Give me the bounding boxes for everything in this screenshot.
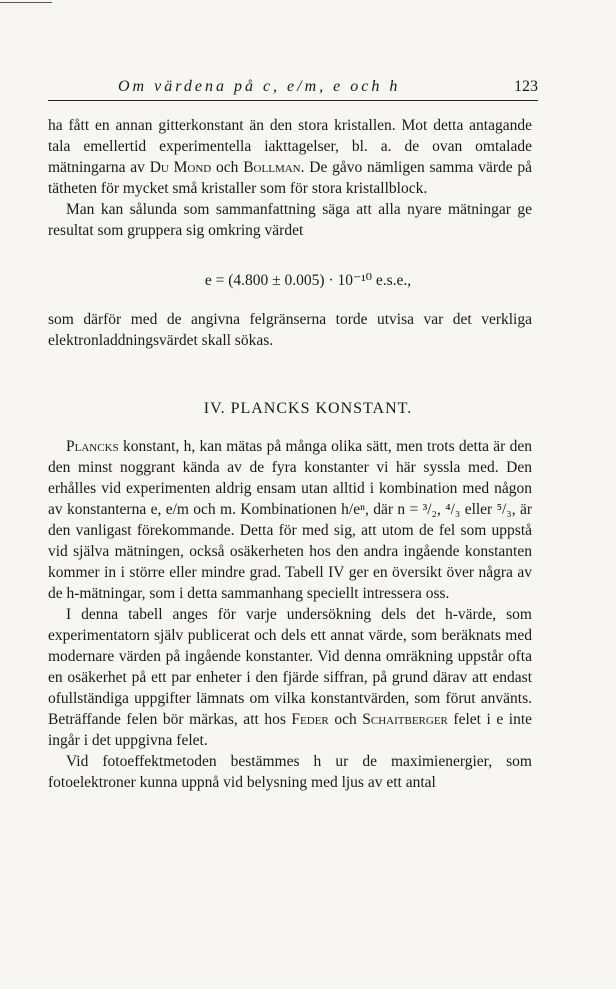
author-name: Plancks: [66, 438, 119, 455]
paragraph-text: I denna tabell anges för varje undersökning dels det h-värde, som experimentatorn själv publicerat och dels ett annat värde, som beräknats med modernare värden på ingående konstanter. Vid denna omräkning uppstår ofta en osäkerhet på ett par enheter i den fjärde siffran, på grund därav att endast ofullständiga uppgifter lämnats om vilka konstantvärden, som förut använts. Beträffande felen bör märkas, att hos: [48, 606, 532, 728]
equation: e = (4.800 ± 0.005) · 10⁻¹⁰ e.s.e.,: [204, 272, 412, 289]
paragraph-text: Vid fotoeffektmetoden bestämmes h ur de maximienergier, som fotoelektroner kunna uppnå vid belysning med ljus av ett antal: [48, 753, 532, 791]
running-title: Om värdena på c, e/m, e och h: [118, 78, 401, 95]
author-name: Du Mond: [149, 159, 212, 176]
paragraph-text: ha fått en annan gitterkonstant än den stora kristallen. Mot detta antagande tala emellertid experimentella iakttagelser, bl. a. de ovan omtalade mätningarna av: [48, 117, 532, 176]
paragraph-text: och: [334, 711, 357, 728]
paragraph-text: . De gåvo nämligen samma värde på tätheten för mycket små kristaller som för stora kristallblock.: [48, 159, 533, 197]
section-body: [48, 436, 532, 793]
conclusion-paragraph: [48, 309, 532, 351]
author-name: Feder: [291, 711, 329, 728]
section-heading: IV. PLANCKS KONSTANT.: [203, 400, 413, 417]
author-name: Schaitberger: [362, 711, 448, 728]
author-name: Bollman: [243, 159, 301, 176]
page-number: 123: [514, 78, 538, 95]
summary-paragraph: Man kan sålunda som sammanfattning säga att alla nyare mätningar ge resultat som gruppera sig omkring värdet: [48, 201, 532, 239]
paragraph-text: konstant, h, kan mätas på många olika sätt, men trots detta är den den minst noggrant kända av de fyra konstanter vi här syssla med. Den erhålles vid experimenten aldrig ensam utan alltid i kombination med någon av konstanterna e, e/m och m. Kombinationen h/eⁿ, där n = ³/₂, ⁴/₃ eller ⁵/₃, är den vanligast förekommande. Detta för med sig, att utom de fel som uppstå vid själva mätningen, också osäkerheten hos den andra ingående konstanten kommer in i större eller mindre grad. Tabell IV ger en översikt över några av de h-mätningar, som i detta sammanhang speciellt intressera oss.: [48, 438, 533, 602]
opening-paragraph: [48, 115, 532, 241]
page-header: [48, 78, 538, 101]
paragraph-text: och: [216, 159, 239, 176]
paragraph-text: felet i e inte ingår i det uppgivna felet.: [48, 711, 533, 749]
page-edge-rule: [0, 2, 52, 3]
paragraph-text: som därför med de angivna felgränserna torde utvisa var det verkliga elektronladdningsvärdet skall sökas.: [48, 311, 532, 349]
